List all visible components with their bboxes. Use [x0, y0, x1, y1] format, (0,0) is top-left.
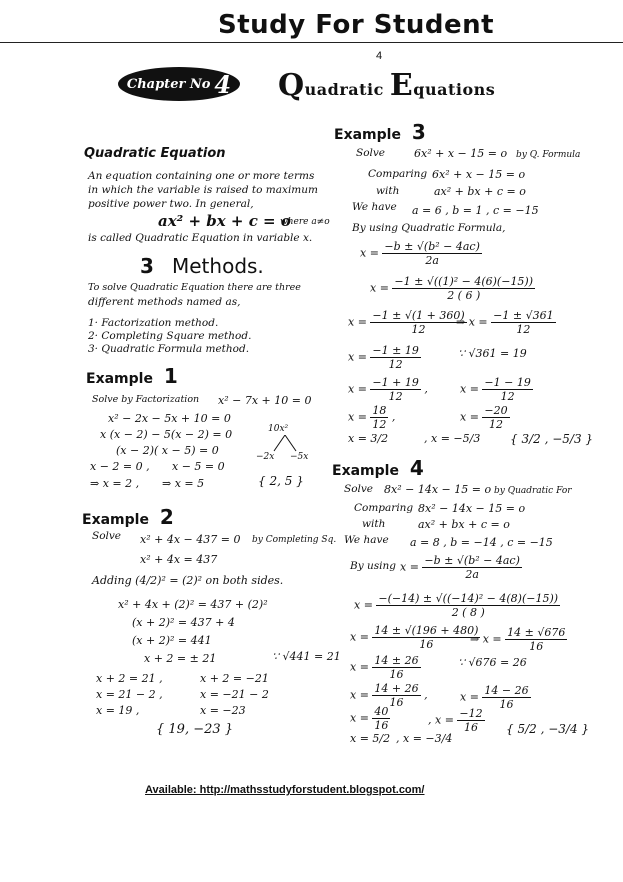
example-3-final: , x = −5/3: [424, 432, 481, 445]
example-2-step: x + 2 = ± 21: [144, 652, 217, 665]
fraction-denominator: 2a: [465, 568, 479, 581]
fraction-numerator: 14 + 26: [374, 682, 419, 695]
fraction-denominator: 12: [411, 323, 426, 336]
title-divider: [0, 42, 623, 43]
fraction-numerator: 14 − 26: [484, 684, 529, 697]
example-1-solution: { 2, 5 }: [258, 474, 304, 488]
factor-tree-top: 10x²: [268, 424, 289, 434]
example-label: Example: [334, 127, 401, 143]
example-label: Example: [82, 512, 149, 528]
chapter-title: [278, 68, 495, 103]
fraction-numerator: −b ± √(b² − 4ac): [424, 554, 520, 567]
example-3-substitution: x = $\frac{\text{−1 ± √((1)² − 4(6)(−15))}}{2 ( 6 )}$: [370, 275, 534, 302]
example-2-method: by Completing Sq.: [252, 535, 337, 545]
fraction-denominator: 16: [499, 698, 514, 711]
where-note: where a≠o: [280, 217, 330, 227]
factor-tree-right: −5x: [290, 452, 309, 462]
example-4-comparing: Comparing: [354, 502, 414, 514]
example-1-step: ⇒ x = 5: [162, 477, 205, 490]
page-number: 4: [376, 50, 383, 62]
example-2-step: x = 21 − 2 ,: [96, 688, 163, 701]
example-4-equation: 8x² − 14x − 15 = o: [384, 483, 492, 496]
example-4-solution: { 5/2 , −3/4 }: [506, 722, 590, 736]
fraction-numerator: 18: [372, 404, 387, 417]
example-4-formula: x = $\frac{\text{−b ± √(b² − 4ac)}}{2a}$: [400, 554, 520, 581]
example-4-with: with: [362, 518, 386, 530]
fraction-numerator: −1 ± √(1 + 360): [372, 309, 465, 322]
example-number: 1: [163, 364, 178, 388]
example-4-substitution: x = $\frac{\text{−(−14) ± √((−14)² − 4(8)(−15))}}{2 ( 8 )}$: [354, 592, 559, 619]
fraction-denominator: 2a: [425, 254, 439, 267]
fraction-denominator: 12: [489, 418, 504, 431]
example-1-step: (x − 2)( x − 5) = 0: [116, 444, 219, 457]
method-item: 3· Quadratic Formula method.: [88, 343, 250, 355]
example-3-comparing-eq: 6x² + x − 15 = o: [432, 168, 526, 181]
example-number: 2: [159, 505, 174, 529]
example-1-label: [86, 364, 178, 388]
fraction-denominator: 16: [374, 719, 389, 732]
example-3-values: a = 6 , b = 1 , c = −15: [412, 204, 539, 217]
fraction-denominator: 2 ( 6 ): [447, 289, 481, 302]
example-3-step: ⇒ x = $\frac{-1 \pm √361}{12}$: [456, 309, 554, 336]
example-1-step: x (x − 2) − 5(x − 2) = 0: [100, 428, 233, 441]
example-2-step: x + 2 = 21 ,: [96, 672, 163, 685]
example-4-root: x = $\frac{14 - 26}{16}$: [460, 684, 529, 711]
factor-tree-left: −2x: [256, 452, 275, 462]
available-link[interactable]: Available: http://mathsstudyforstudent.blogspot.com/: [145, 784, 425, 796]
example-label: Example: [332, 463, 399, 479]
chapter-badge-number: 4: [214, 69, 232, 99]
fraction-denominator: 12: [388, 390, 403, 403]
example-4-we-have: We have: [344, 534, 389, 546]
example-4-prompt: Solve: [344, 483, 374, 495]
example-4-final: , x = −3/4: [396, 732, 453, 745]
fraction-denominator: 16: [389, 668, 404, 681]
example-3-because: ∵ √361 = 19: [458, 347, 527, 360]
example-4-final: x = 5/2: [350, 732, 391, 745]
example-4-with-eq: ax² + bx + c = o: [418, 518, 510, 531]
example-2-step: ∵ √441 = 21: [272, 650, 341, 663]
chapter-title-q: Q: [278, 68, 305, 103]
fraction-denominator: 12: [500, 390, 515, 403]
example-1-prompt: Solve by Factorization: [92, 394, 200, 405]
fraction-numerator: 14 ± √676: [507, 626, 566, 639]
example-3-label: [334, 120, 426, 144]
example-1-step: x − 5 = 0: [172, 460, 225, 473]
fraction-denominator: 12: [516, 323, 531, 336]
example-3-root: x = $\frac{-1 + 19}{12}$ ,: [348, 376, 428, 403]
example-3-comparing: Comparing: [368, 168, 428, 180]
example-3-solution: { 3/2 , −5/3 }: [510, 432, 594, 446]
example-3-step: x = $\frac{-1 \pm √(1 + 360)}{12}$: [348, 309, 465, 336]
example-2-step: (x + 2)² = 441: [132, 634, 212, 647]
called-line: is called Quadratic Equation in variable x.: [88, 232, 313, 244]
general-form: ax² + bx + c = o: [158, 212, 291, 230]
fraction-denominator: 16: [419, 638, 434, 651]
example-3-method: by Q. Formula: [516, 150, 581, 160]
fraction-denominator: 16: [464, 721, 479, 734]
methods-intro: To solve Quadratic Equation there are three: [88, 282, 301, 293]
example-2-step: x + 2 = −21: [200, 672, 269, 685]
example-1-equation: x² − 7x + 10 = 0: [218, 394, 312, 407]
chapter-title-part1: uadratic: [304, 80, 390, 99]
example-3-final: x = 3/2: [348, 432, 389, 445]
example-3-by-using: By using Quadratic Formula,: [352, 222, 506, 234]
fraction-numerator: −1 ± 19: [372, 344, 419, 357]
methods-intro: different methods named as,: [88, 296, 241, 308]
example-4-step: x = $\frac{14 \pm √(196 + 480)}{16}$: [350, 624, 479, 651]
example-3-root: x = $\frac{-1 - 19}{12}$: [460, 376, 531, 403]
example-2-solution: { 19, −23 }: [156, 722, 234, 737]
example-3-root: x = $\frac{-20}{12}$: [460, 404, 508, 431]
example-3-formula: x = $\frac{\text{−b ± √(b² − 4ac)}}{2a}$: [360, 240, 480, 267]
example-2-step: x = −23: [200, 704, 246, 717]
chapter-badge-label: Chapter No: [126, 76, 211, 92]
definition-line: in which the variable is raised to maximum: [88, 184, 318, 196]
example-2-label: [82, 505, 174, 529]
example-3-we-have: We have: [352, 201, 397, 213]
example-2-step: x² + 4x + (2)² = 437 + (2)²: [118, 598, 268, 611]
fraction-numerator: −12: [459, 707, 483, 720]
fraction-numerator: −1 ± √361: [493, 309, 554, 322]
site-title: Study For Student: [218, 10, 495, 40]
example-4-by-using: By using: [350, 560, 396, 572]
fraction-numerator: −20: [484, 404, 508, 417]
method-item: 2· Completing Square method.: [88, 330, 252, 342]
chapter-badge: [118, 67, 240, 101]
definition-line: An equation containing one or more terms: [88, 170, 315, 182]
example-3-equation: 6x² + x − 15 = o: [414, 147, 508, 160]
method-item: 1· Factorization method.: [88, 317, 219, 329]
example-1-step: x − 2 = 0 ,: [90, 460, 150, 473]
example-3-root: x = $\frac{18}{12}$ ,: [348, 404, 396, 431]
methods-word: Methods.: [172, 254, 264, 278]
factor-tree-branches: [270, 435, 300, 453]
fraction-denominator: 12: [388, 358, 403, 371]
example-4-method: by Quadratic For: [494, 486, 572, 496]
example-4-because: ∵ √676 = 26: [458, 656, 527, 669]
example-3-with-eq: ax² + bx + c = o: [434, 185, 526, 198]
example-1-step: ⇒ x = 2 ,: [90, 477, 140, 490]
example-4-root: , x = $\frac{-12}{16}$: [428, 707, 483, 734]
chapter-title-e: E: [389, 68, 414, 103]
fraction-numerator: 40: [374, 705, 389, 718]
example-2-equation: x² + 4x − 437 = 0: [140, 533, 241, 546]
section-title: Quadratic Equation: [84, 146, 226, 161]
example-number: 4: [409, 456, 424, 480]
example-4-label: [332, 456, 424, 480]
example-4-step: ⇒ x = $\frac{14 \pm √676}{16}$: [470, 626, 566, 653]
fraction-denominator: 16: [389, 696, 404, 709]
fraction-denominator: 12: [372, 418, 387, 431]
fraction-numerator: 14 ± 26: [374, 654, 419, 667]
example-2-step: x = −21 − 2: [200, 688, 269, 701]
example-2-step: x² + 4x = 437: [140, 553, 218, 566]
example-2-step: (x + 2)² = 437 + 4: [132, 616, 235, 629]
example-4-step: x = $\frac{14 \pm 26}{16}$: [350, 654, 419, 681]
fraction-denominator: 2 ( 8 ): [451, 606, 485, 619]
example-2-prompt: Solve: [92, 530, 122, 542]
example-3-with: with: [376, 185, 400, 197]
fraction-numerator: −b ± √(b² − 4ac): [384, 240, 480, 253]
example-number: 3: [411, 120, 426, 144]
fraction-numerator: −1 ± √((1)² − 4(6)(−15)): [394, 275, 534, 288]
example-4-values: a = 8 , b = −14 , c = −15: [410, 536, 553, 549]
definition-line: positive power two. In general,: [88, 198, 254, 210]
example-4-root: x = $\frac{14 + 26}{16}$ ,: [350, 682, 428, 709]
example-4-comparing-eq: 8x² − 14x − 15 = o: [418, 502, 526, 515]
fraction-denominator: 16: [529, 640, 544, 653]
chapter-title-part2: quations: [413, 80, 496, 99]
methods-number: 3: [140, 254, 154, 278]
example-label: Example: [86, 371, 153, 387]
example-2-step: Adding (4/2)² = (2)² on both sides.: [92, 574, 284, 587]
example-3-prompt: Solve: [356, 147, 386, 159]
example-2-step: x = 19 ,: [96, 704, 140, 717]
example-3-step: x = $\frac{-1 \pm 19}{12}$: [348, 344, 419, 371]
fraction-numerator: −1 + 19: [372, 376, 419, 389]
example-1-step: x² − 2x − 5x + 10 = 0: [108, 412, 231, 425]
fraction-numerator: 14 ± √(196 + 480): [374, 624, 479, 637]
example-4-root: x = $\frac{40}{16}$: [350, 705, 389, 732]
fraction-numerator: −1 − 19: [484, 376, 531, 389]
fraction-numerator: −(−14) ± √((−14)² − 4(8)(−15)): [378, 592, 559, 605]
